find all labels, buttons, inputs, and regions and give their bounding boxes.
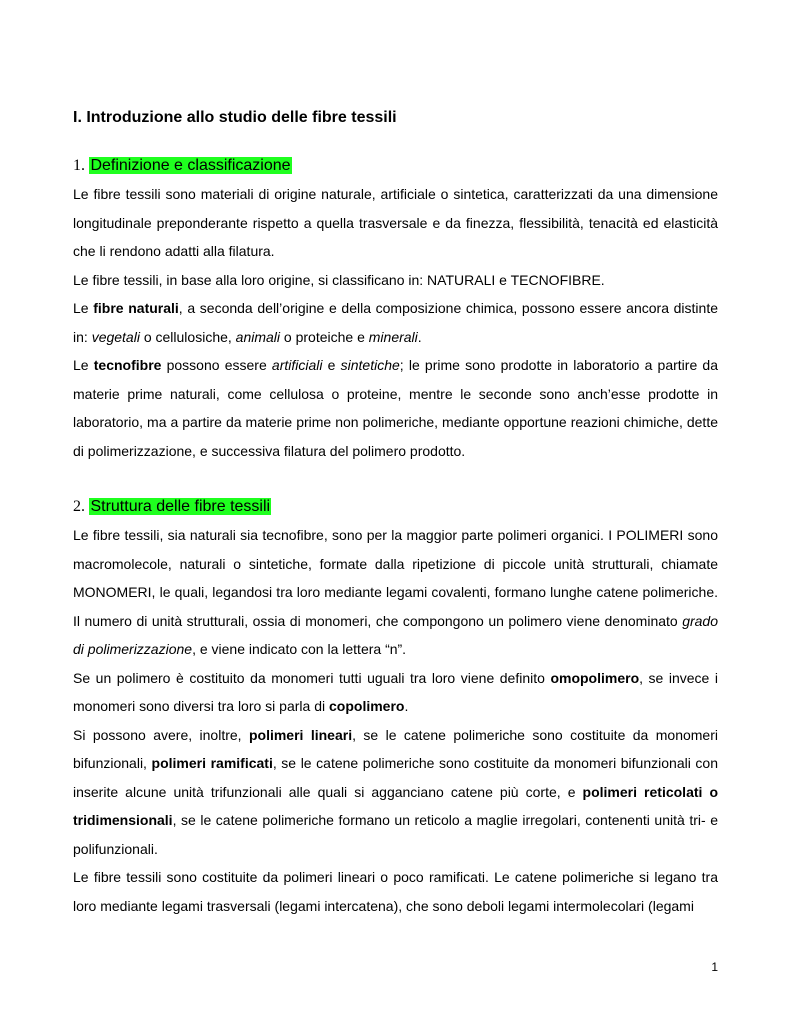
italic-term: minerali: [368, 328, 418, 345]
section-heading-1: [73, 152, 718, 180]
bold-term: tecnofibre: [93, 357, 162, 373]
page-number: 1: [711, 960, 718, 974]
spacer: [73, 465, 718, 493]
section-title: Struttura delle fibre tessili: [90, 498, 271, 515]
paragraph: Le fibre tessili sono costituite da polimeri lineari o poco ramificati. Le catene polimeriche si legano tra loro mediante legami trasversali (legami intercatena), che sono deboli legami intermolecolari (legami: [73, 869, 718, 914]
paragraph: Le fibre naturali, a seconda dell’origine e della composizione chimica, possono essere ancora distinte in: vegetali o cellulosiche, animali o proteiche e minerali.: [73, 300, 718, 345]
paragraph: Si possono avere, inoltre, polimeri lineari, se le catene polimeriche sono costituite da monomeri bifunzionali, polimeri ramificati, se le catene polimeriche sono costituite da monomeri bifunzionali con inserite alcune unità trifunzionali alle quali si agganciano catene più corte, e polimeri reticolati o tridimensionali, se le catene polimeriche formano un reticolo a maglie irregolari, contenenti unità tri- e polifunzionali.: [73, 726, 719, 857]
bold-term: omopolimero: [550, 669, 640, 686]
paragraph: Le fibre tessili, sia naturali sia tecnofibre, sono per la maggior parte polimeri organici. I POLIMERI sono macromolecole, naturali o sintetiche, formate dalla ripetizione di piccole unità strutturali, chiamate MONOMERI, le quali, legandosi tra loro mediante legami covalenti, formano lunghe catene polimeriche. Il numero di unità strutturali, ossia di monomeri, che compongono un polimero viene denominato grado di polimerizzazione, e viene indicato con la lettera “n”.: [73, 527, 718, 657]
bold-term: copolimero: [329, 698, 405, 714]
paragraph: Le tecnofibre possono essere artificiali e sintetiche; le prime sono prodotte in laboratorio a partire da materie prime naturali, come cellulosa o proteine, mentre le seconde sono anch’esse prodotte in laboratorio, ma a partire da materie prime non polimeriche, mediante opportune reazioni chimiche, dette di polimerizzazione, e successiva filatura del polimero prodotto.: [73, 357, 718, 459]
section-number: 1.: [73, 157, 85, 174]
italic-term: sintetiche: [340, 357, 400, 373]
paragraph: Le fibre tessili sono materiali di origine naturale, artificiale o sintetica, caratterizzati da una dimensione longitudinale preponderante rispetto a quella trasversale e da finezza, flessibilità, tenacità ed elasticità che li rendono adatti alla filatura.: [73, 186, 718, 259]
bold-term: polimeri ramificati: [151, 755, 273, 771]
bold-term: fibre naturali: [93, 300, 179, 316]
section-heading-2: [73, 493, 718, 521]
bold-term: polimeri lineari: [248, 726, 353, 743]
chapter-title: I. Introduzione allo studio delle fibre tessili: [73, 109, 397, 126]
italic-term: artificiali: [271, 357, 323, 373]
italic-term: vegetali: [91, 328, 140, 345]
section-title: Definizione e classificazione: [90, 157, 291, 174]
paragraph: Le fibre tessili, in base alla loro origine, si classificano in: NATURALI e TECNOFIBRE.: [73, 271, 605, 288]
paragraph: Se un polimero è costituito da monomeri tutti uguali tra loro viene definito omopolimero, se invece i monomeri sono diversi tra loro si parla di copolimero.: [73, 669, 718, 714]
italic-term: animali: [235, 328, 281, 345]
section-number: 2.: [73, 498, 85, 515]
page-content: [73, 104, 718, 920]
italic-term: grado di polimerizzazione: [73, 612, 718, 657]
bold-term: polimeri reticolati o tridimensionali: [73, 783, 719, 828]
